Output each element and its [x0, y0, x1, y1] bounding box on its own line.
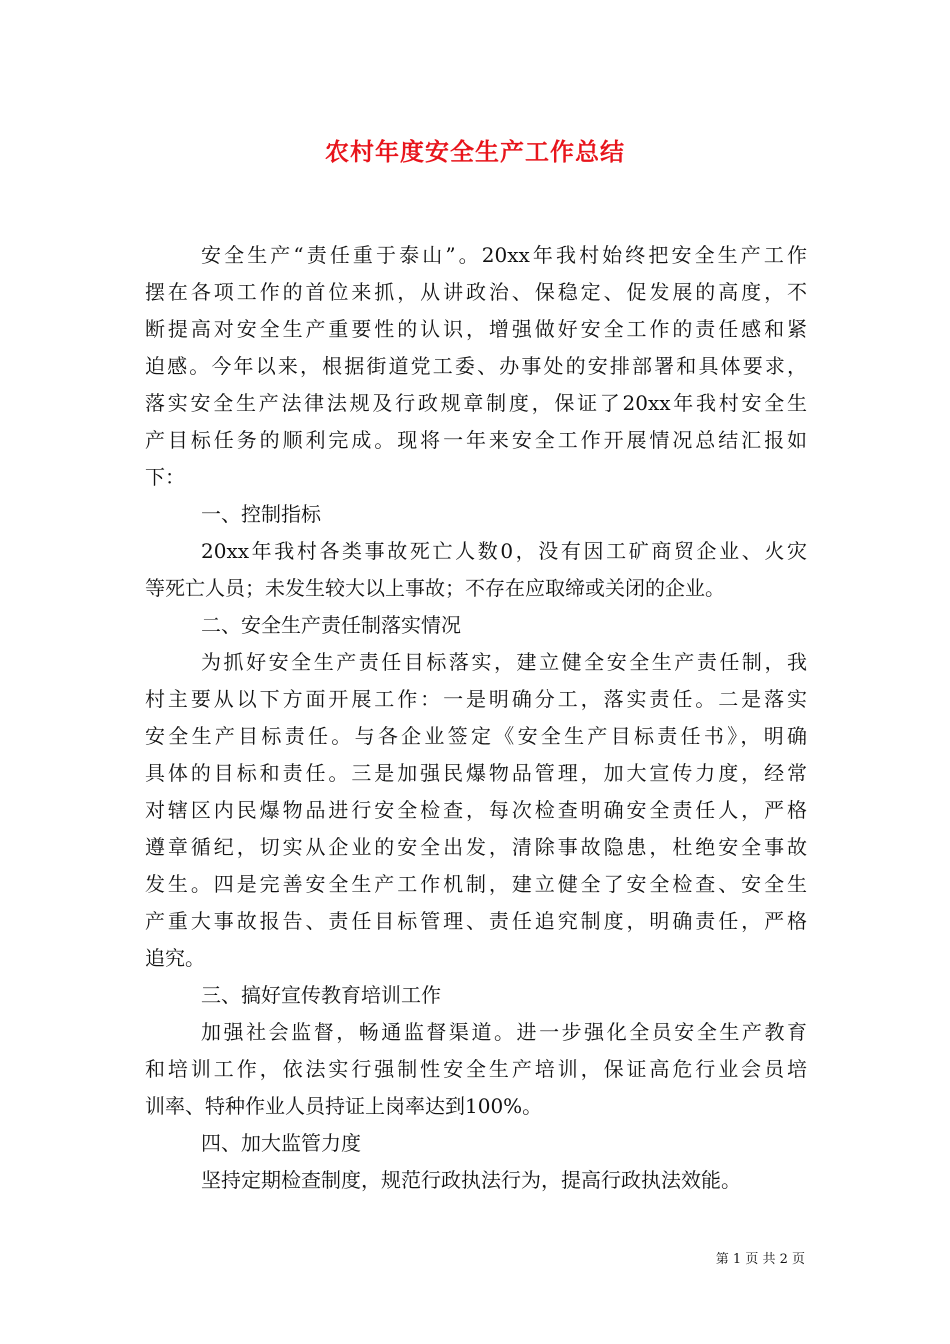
paragraph-line: 遵章循纪，切实从企业的安全出发，清除事故隐患，杜绝安全事故	[145, 835, 807, 859]
paragraph	[145, 1014, 807, 1125]
paragraph-line: 四、加大监管力度	[201, 1131, 361, 1155]
paragraph-line: 追究。	[145, 946, 205, 970]
paragraph	[145, 977, 807, 1014]
paragraph	[145, 1125, 807, 1162]
paragraph-line: 等死亡人员；未发生较大以上事故；不存在应取缔或关闭的企业。	[145, 576, 725, 600]
paragraph-line: 发生。四是完善安全生产工作机制，建立健全了安全检查、安全生	[145, 872, 807, 896]
paragraph-line: 为抓好安全生产责任目标落实，建立健全安全生产责任制，我	[201, 650, 807, 674]
paragraph-line: 断提高对安全生产重要性的认识，增强做好安全工作的责任感和紧	[145, 317, 807, 341]
paragraph	[145, 533, 807, 607]
paragraph	[145, 496, 807, 533]
paragraph-line: 一、控制指标	[201, 502, 321, 526]
document-body	[145, 237, 807, 1199]
paragraph	[145, 1162, 807, 1199]
paragraph	[145, 607, 807, 644]
paragraph-line: 加强社会监督，畅通监督渠道。进一步强化全员安全生产教育	[201, 1020, 807, 1044]
paragraph-line: 具体的目标和责任。三是加强民爆物品管理，加大宣传力度，经常	[145, 761, 807, 785]
paragraph-line: 产目标任务的顺利完成。现将一年来安全工作开展情况总结汇报如	[145, 428, 807, 452]
paragraph-line: 训率、特种作业人员持证上岗率达到100%。	[145, 1094, 543, 1118]
paragraph-line: 摆在各项工作的首位来抓，从讲政治、保稳定、促发展的高度，不	[145, 280, 807, 304]
paragraph-line: 三、搞好宣传教育培训工作	[201, 983, 441, 1007]
paragraph	[145, 644, 807, 977]
paragraph-line: 安全生产目标责任。与各企业签定《安全生产目标责任书》，明确	[145, 724, 807, 748]
paragraph-line: 坚持定期检查制度，规范行政执法行为，提高行政执法效能。	[201, 1168, 741, 1192]
paragraph-line: 村主要从以下方面开展工作：一是明确分工，落实责任。二是落实	[145, 687, 807, 711]
page-number: 第 1 页 共 2 页	[715, 1252, 805, 1267]
paragraph-line: 和培训工作，依法实行强制性安全生产培训，保证高危行业会员培	[145, 1057, 807, 1081]
paragraph	[145, 237, 807, 496]
paragraph-line: 二、安全生产责任制落实情况	[201, 613, 461, 637]
paragraph-line: 落实安全生产法律法规及行政规章制度，保证了20xx年我村安全生	[145, 391, 807, 415]
paragraph-line: 迫感。今年以来，根据街道党工委、办事处的安排部署和具体要求，	[145, 354, 807, 378]
document-title: 农村年度安全生产工作总结	[325, 138, 625, 166]
paragraph-line: 安全生产“责任重于泰山”。20xx年我村始终把安全生产工作	[201, 243, 807, 267]
paragraph-line: 对辖区内民爆物品进行安全检查，每次检查明确安全责任人，严格	[145, 798, 807, 822]
paragraph-line: 20xx年我村各类事故死亡人数0，没有因工矿商贸企业、火灾	[201, 539, 807, 563]
paragraph-line: 产重大事故报告、责任目标管理、责任追究制度，明确责任，严格	[145, 909, 807, 933]
paragraph-line: 下：	[145, 465, 185, 489]
